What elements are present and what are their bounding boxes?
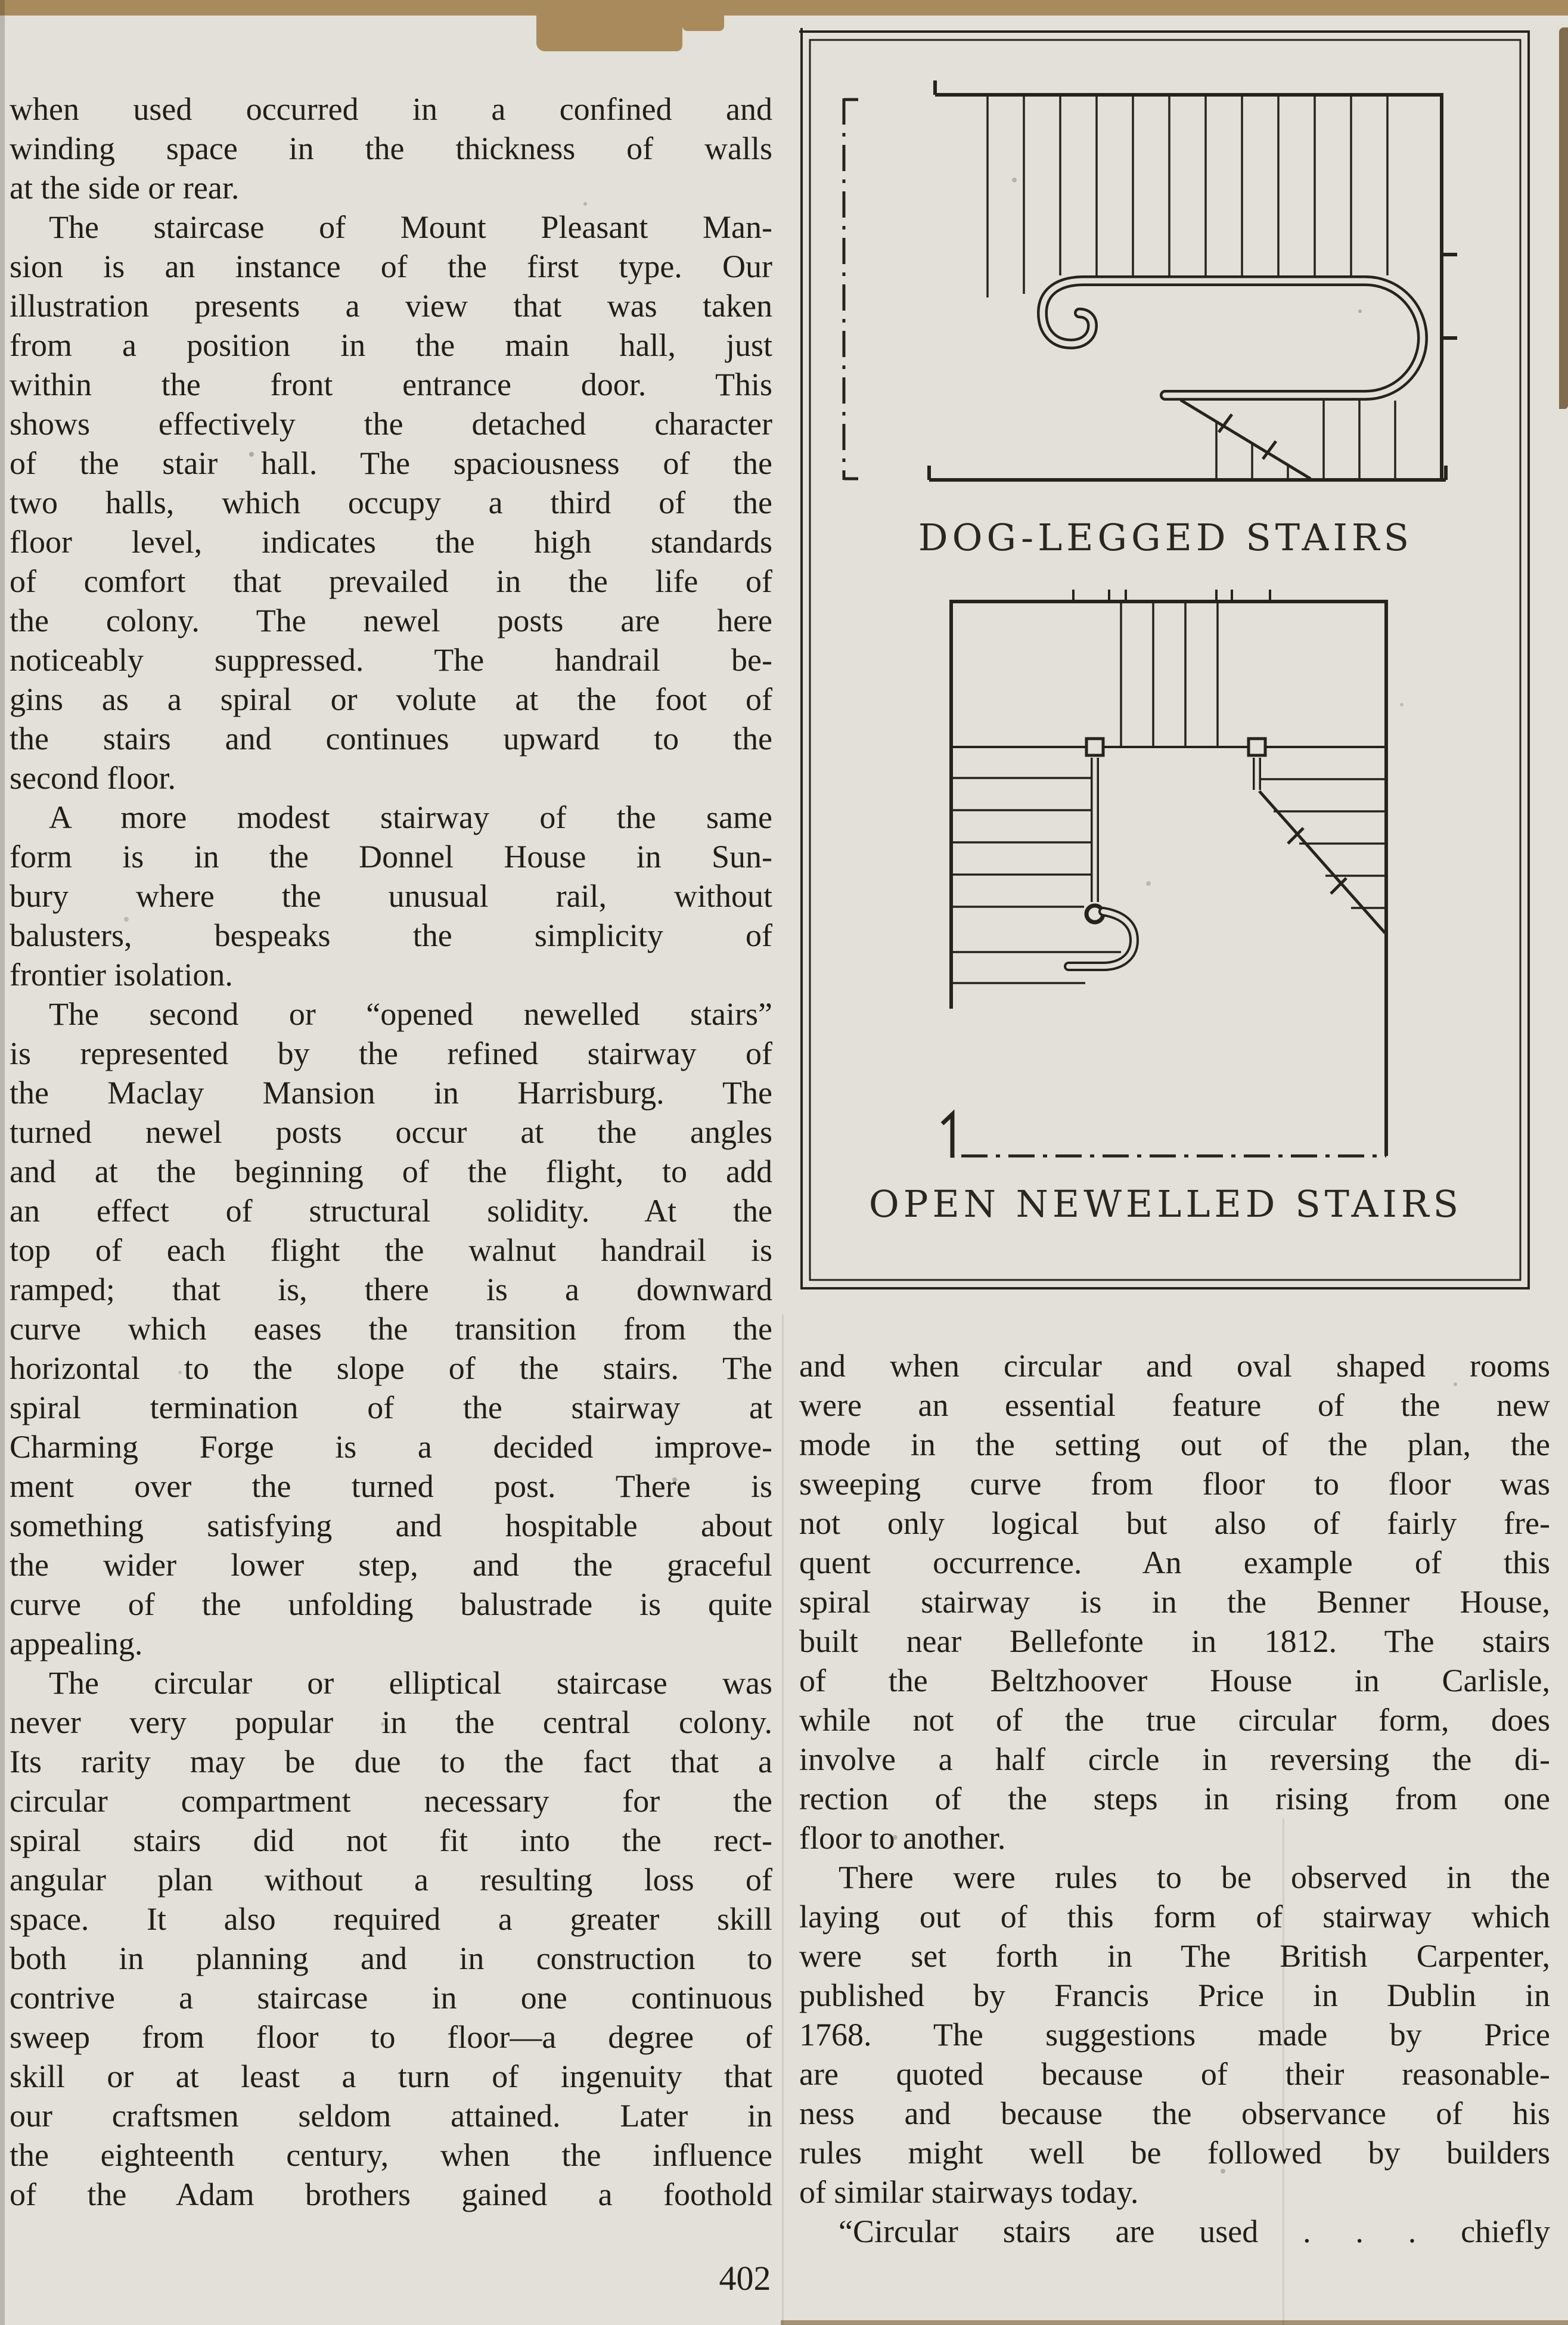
text-line: frontier isolation. [10, 957, 233, 993]
torn-edge-notch [536, 0, 682, 51]
board-edge-bottom [781, 2320, 1568, 2325]
volute-handrail [1042, 281, 1423, 395]
text-line: laying out of this form of stairway which [799, 1899, 1550, 1935]
text-line: contrive a staircase in one continuous [10, 1980, 772, 2016]
text-line: are quoted because of their reasonable- [799, 2056, 1550, 2092]
text-line: spiral stairs did not fit into the rect- [10, 1822, 772, 1858]
top-flight-treads [1121, 602, 1218, 747]
text-line: never very popular in the central colony. [10, 1704, 772, 1740]
text-line: while not of the true circular form, does [799, 1702, 1550, 1738]
text-line: form is in the Donnel House in Sun- [10, 839, 772, 875]
text-line: our craftsmen seldom attained. Later in [10, 2098, 772, 2134]
text-column-right [799, 1346, 1550, 2251]
open-newelled-plan [942, 590, 1386, 1158]
text-line: circular compartment necessary for the [10, 1783, 772, 1819]
text-line: spiral termination of the stairway at [10, 1390, 772, 1425]
text-line: bury where the unusual rail, without [10, 878, 772, 914]
paragraph [10, 207, 772, 798]
text-line: mode in the setting out of the plan, the [799, 1427, 1550, 1462]
text-line: not only logical but also of fairly fre- [799, 1505, 1550, 1541]
text-line: There were rules to be observed in the [839, 1859, 1550, 1895]
bottom-corner-mark [942, 1114, 952, 1158]
figure-caption-dog-legged: DOG-LEGGED STAIRS [918, 516, 1414, 559]
paragraph [10, 798, 772, 994]
text-line: within the front entrance door. This [10, 367, 772, 402]
text-line: the colony. The newel posts are here [10, 603, 772, 638]
text-line: horizontal to the slope of the stairs. The [10, 1350, 772, 1386]
paragraph [10, 89, 772, 207]
paragraph [10, 994, 772, 1663]
text-line: of similar stairways today. [799, 2174, 1139, 2210]
text-line: of the Beltzhoover House in Carlisle, [799, 1663, 1550, 1698]
text-line: ramped; that is, there is a downward [10, 1272, 772, 1307]
dog-legged-plan [844, 80, 1457, 480]
text-line: gins as a spiral or volute at the foot of [10, 681, 772, 717]
page-number: 402 [719, 2259, 771, 2298]
wall-centerline-left [844, 98, 858, 480]
figure-frame [799, 28, 1529, 1288]
text-line: published by Francis Price in Dublin in [799, 1977, 1550, 2013]
text-line: noticeably suppressed. The handrail be- [10, 642, 772, 678]
text-line: both in planning and in construction to [10, 1940, 772, 1976]
torn-edge-step [682, 0, 724, 31]
text-line: illustration presents a view that was taken [10, 288, 772, 324]
text-line: quent occurrence. An example of this [799, 1545, 1550, 1580]
text-line: 1768. The suggestions made by Price [799, 2017, 1550, 2053]
text-line: curve which eases the transition from the [10, 1311, 772, 1347]
text-line: balusters, bespeaks the simplicity of [10, 917, 772, 953]
board-edge-streak [1559, 27, 1568, 409]
text-line: were set forth in The British Carpenter, [799, 1938, 1550, 1974]
text-line: rules might well be followed by builders [799, 2135, 1550, 2171]
text-line: from a position in the main hall, just [10, 327, 772, 363]
paragraph [799, 1346, 1550, 1858]
text-line: skill or at least a turn of ingenuity that [10, 2059, 772, 2094]
text-line: the wider lower step, and the graceful [10, 1547, 772, 1583]
text-line: Its rarity may be due to the fact that a [10, 1744, 772, 1780]
text-line: the Maclay Mansion in Harrisburg. The [10, 1075, 772, 1111]
text-line: were an essential feature of the new [799, 1387, 1550, 1423]
paragraph [10, 1663, 772, 2214]
text-line: of the Adam brothers gained a foothold [10, 2177, 772, 2212]
text-line: Charming Forge is a decided improve- [10, 1429, 772, 1465]
paragraph [799, 2212, 1550, 2251]
right-flight-treads [1258, 779, 1386, 908]
text-line: curve of the unfolding balustrade is quite [10, 1586, 772, 1622]
text-line: ness and because the observance of his [799, 2095, 1550, 2131]
text-column-left [10, 89, 772, 2214]
text-line: shows effectively the detached character [10, 406, 772, 442]
text-line: turned newel posts occur at the angles [10, 1114, 772, 1150]
paragraph [799, 1858, 1550, 2212]
page-edge-shadow [0, 0, 5, 2325]
text-line: sion is an instance of the first type. Our [10, 249, 772, 284]
text-line: something satisfying and hospitable about [10, 1508, 772, 1543]
text-line: sweeping curve from floor to floor was [799, 1466, 1550, 1502]
text-line: floor to another. [799, 1820, 1006, 1856]
left-flight-handrail [1069, 758, 1134, 966]
text-line: winding space in the thickness of walls [10, 131, 772, 166]
text-line: two halls, which occupy a third of the [10, 485, 772, 520]
text-line: is represented by the refined stairway of [10, 1036, 772, 1071]
text-line: second floor. [10, 760, 176, 796]
text-line: rection of the steps in rising from one [799, 1781, 1550, 1816]
text-line: angular plan without a resulting loss of [10, 1862, 772, 1898]
text-line: The second or “opened newelled stairs” [49, 996, 772, 1032]
text-line: spiral stairway is in the Benner House, [799, 1584, 1550, 1620]
stairs-figure [799, 28, 1532, 1292]
stairs-diagram-svg [799, 28, 1532, 1292]
text-line: at the side or rear. [10, 170, 240, 206]
text-line: top of each flight the walnut handrail is [10, 1232, 772, 1268]
text-line: A more modest stairway of the same [49, 799, 772, 835]
text-line: built near Bellefonte in 1812. The stairs [799, 1623, 1550, 1659]
paper-speckles [0, 0, 2, 2]
up-direction-line [1181, 400, 1311, 479]
text-line: sweep from floor to floor—a degree of [10, 2019, 772, 2055]
text-line: space. It also required a greater skill [10, 1901, 772, 1937]
text-line: The circular or elliptical staircase was [49, 1665, 772, 1701]
text-line: ment over the turned post. There is [10, 1468, 772, 1504]
text-line: The staircase of Mount Pleasant Man- [49, 209, 772, 245]
text-line: the eighteenth century, when the influence [10, 2137, 772, 2173]
text-line: appealing. [10, 1626, 143, 1661]
text-line: the stairs and continues upward to the [10, 721, 772, 757]
text-line: and when circular and oval shaped rooms [799, 1348, 1550, 1384]
upper-flight-treads [988, 95, 1387, 297]
figure-caption-open-newelled: OPEN NEWELLED STAIRS [868, 1182, 1463, 1226]
text-line: and at the beginning of the flight, to add [10, 1154, 772, 1189]
text-line: of comfort that prevailed in the life of [10, 563, 772, 599]
text-line: floor level, indicates the high standards [10, 524, 772, 560]
text-line: involve a half circle in reversing the di- [799, 1741, 1550, 1777]
text-line: when used occurred in a confined and [10, 91, 772, 127]
text-line: an effect of structural solidity. At the [10, 1193, 772, 1229]
text-line: of the stair hall. The spaciousness of the [10, 445, 772, 481]
stairwell-walls-2 [951, 602, 1386, 1156]
text-line: “Circular stairs are used . . . chiefly [839, 2214, 1550, 2249]
clipping-seam [782, 1315, 784, 2325]
